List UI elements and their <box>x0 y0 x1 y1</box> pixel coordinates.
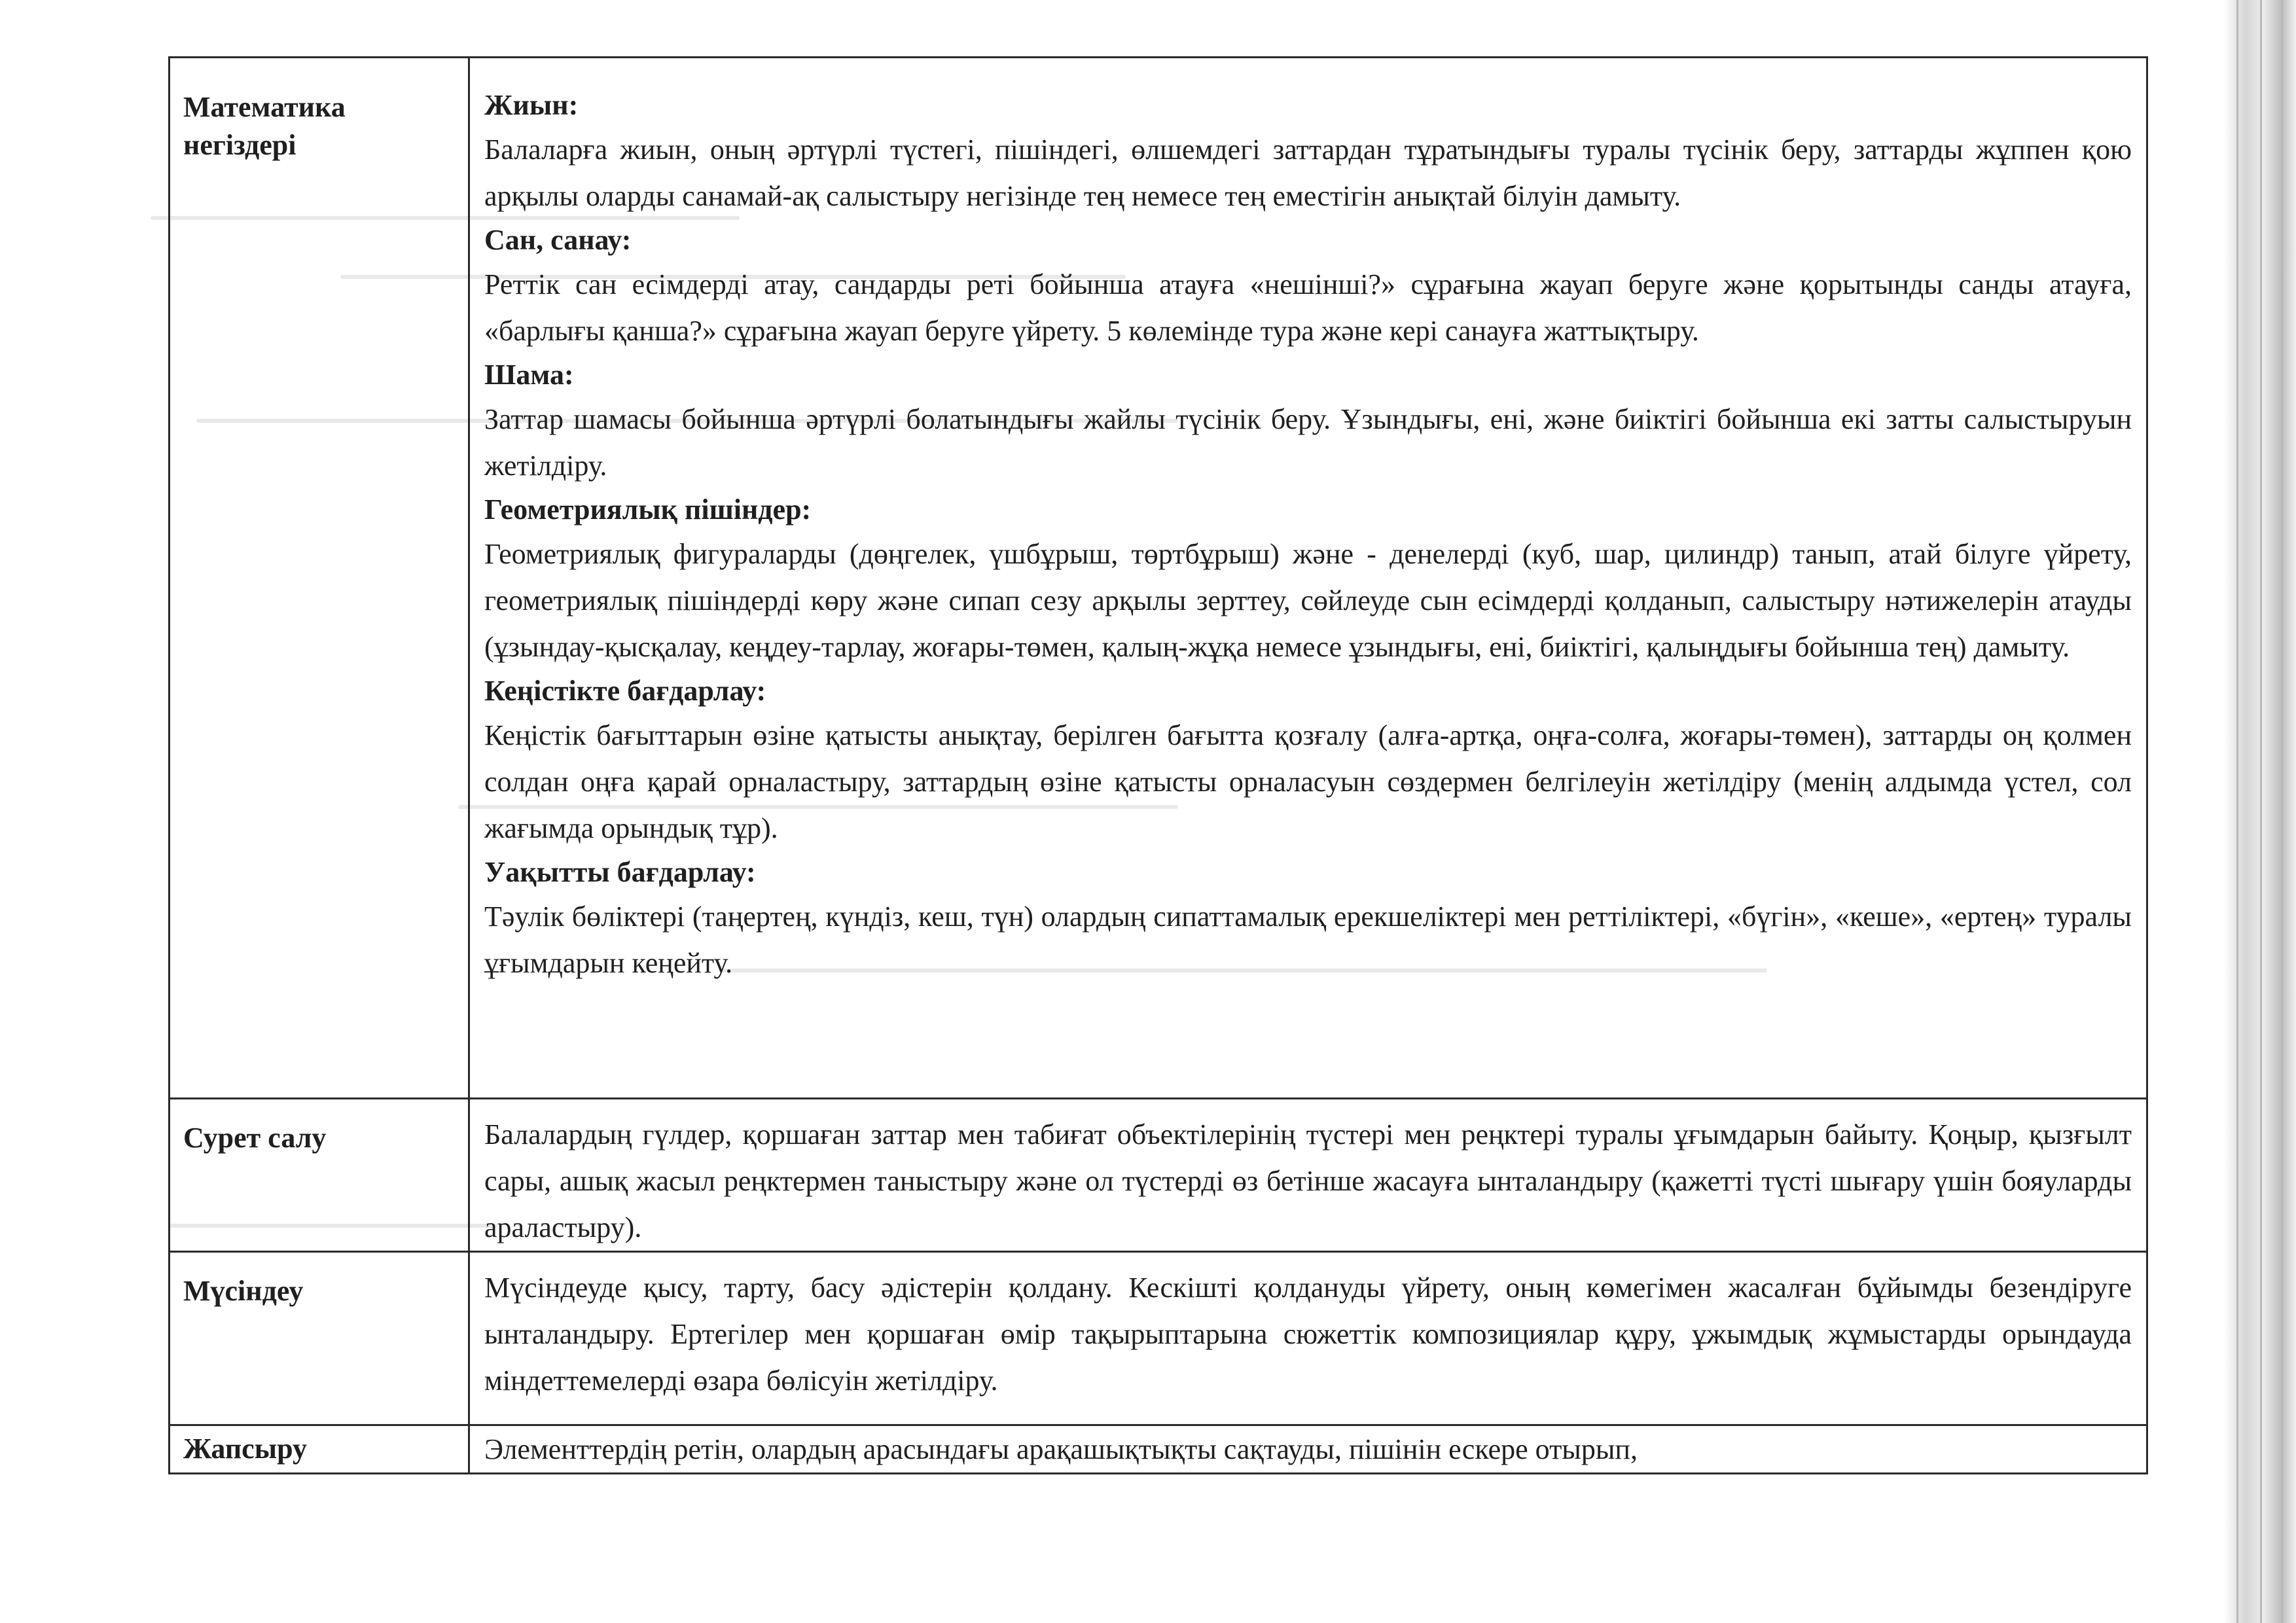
subject-label: Мүсіндеу <box>183 1275 304 1307</box>
section-text: Тәулік бөліктері (таңертең, күндіз, кеш, түн) олардың сипаттамалық ерекшеліктері мен реттіліктері, «бүгін», «кеше», «ертең» туралы ұғымдарын кеңейту. <box>484 901 2132 979</box>
page-edge-line <box>2260 0 2262 1623</box>
section-text: Кеңістік бағыттарын өзіне қатысты анықтау, берілген бағытта қозғалу (алға-артқа, оңға-солға, жоғары-төмен), заттарды оң қолмен солдан оңға қарай орналастыру, заттардың өзіне қатысты орналасуын сөздермен белгілеуін жетілдіру (менің алдымда үстел, сол жағымда орындық тұр). <box>484 719 2132 844</box>
section-heading: Геометриялық пішіндер: <box>484 493 812 526</box>
table-row <box>170 1252 2147 1425</box>
section-heading: Уақытты бағдарлау: <box>484 856 756 888</box>
content-block <box>470 58 2146 986</box>
content-cell <box>469 1425 2147 1474</box>
section-heading: Кеңістікте бағдарлау: <box>484 675 766 707</box>
subject-label: Математика негіздері <box>183 91 346 161</box>
section-text: Мүсіндеуде қысу, тарту, басу әдістерін қолдану. Кескішті қолдануды үйрету, оның көмегімен жасалған бұйымды безендіруге ынталандыру. Ертегілер мен қоршаған өмір тақырыптарына сюжеттік композициялар құру, ұжымдық жұмыстарды орындауда міндеттемелерді өзара бөлісуін жетілдіру. <box>484 1272 2132 1397</box>
subject-cell <box>170 1252 469 1425</box>
subject-cell <box>170 1099 469 1252</box>
section-text: Балаларға жиын, оның әртүрлі түстегі, пішіндегі, өлшемдегі заттардан тұратындығы туралы түсінік беру, заттарды жұппен қою арқылы оларды санамай-ақ салыстыру негізінде тең немесе тең еместігін анықтай білуін дамыту. <box>484 134 2132 212</box>
section-heading: Сан, санау: <box>484 224 632 256</box>
section-text: Элементтердің ретін, олардың арасындағы арақашықтықты сақтауды, пішінін ескере отырып, <box>484 1433 1638 1465</box>
content-block <box>470 1099 2146 1251</box>
subject-cell <box>170 1425 469 1474</box>
content-cell <box>469 1099 2147 1252</box>
table-row <box>170 58 2147 1099</box>
table-row <box>170 1425 2147 1474</box>
section-text: Реттік сан есімдерді атау, сандарды реті бойынша атауға «нешінші?» сұрағына жауап беруге және қорытынды санды атауға, «барлығы қанша?» сұрағына жауап беруге үйрету. 5 көлемінде тура және кері санауға жаттықтыру. <box>484 268 2132 347</box>
section-text: Геометриялық фигураларды (дөңгелек, үшбұрыш, төртбұрыш) және - денелерді (куб, шар, цилиндр) танып, атай білуге үйрету, геометриялық пішіндерді көру және сипап сезу арқылы зерттеу, сөйлеуде сын есімдерді қолданып, салыстыру нәтижелерін атауды (ұзындау-қысқалау, кеңдеу-тарлау, жоғары-төмен, қалың-жұқа немесе ұзындығы, ені, биіктігі, қалыңдығы бойынша тең) дамыту. <box>484 538 2132 663</box>
curriculum-table <box>168 56 2148 1474</box>
subject-label: Сурет салу <box>183 1122 327 1154</box>
section-text: Балалардың гүлдер, қоршаған заттар мен табиғат объектілерінің түстері мен реңктері туралы ұғымдарын байыту. Қоңыр, қызғылт сары, ашық жасыл реңктермен таныстыру және ол түстерді өз бетінше жасауға ынталандыру (қажетті түсті шығару үшін бояуларды араластыру). <box>484 1118 2132 1243</box>
subject-cell <box>170 58 469 1099</box>
content-block <box>470 1253 2146 1404</box>
section-heading: Шама: <box>484 359 574 391</box>
page-edge-line <box>2236 0 2238 1623</box>
page-edge-line <box>2281 0 2283 1623</box>
subject-label: Жапсыру <box>183 1433 307 1465</box>
content-cell <box>469 1252 2147 1425</box>
section-text: Заттар шамасы бойынша әртүрлі болатындығы жайлы түсінік беру. Ұзындығы, ені, және биіктігі бойынша екі затты салыстыруын жетілдіру. <box>484 403 2132 482</box>
content-block <box>470 1426 2146 1472</box>
section-heading: Жиын: <box>484 89 579 121</box>
table-row <box>170 1099 2147 1252</box>
content-cell <box>469 58 2147 1099</box>
